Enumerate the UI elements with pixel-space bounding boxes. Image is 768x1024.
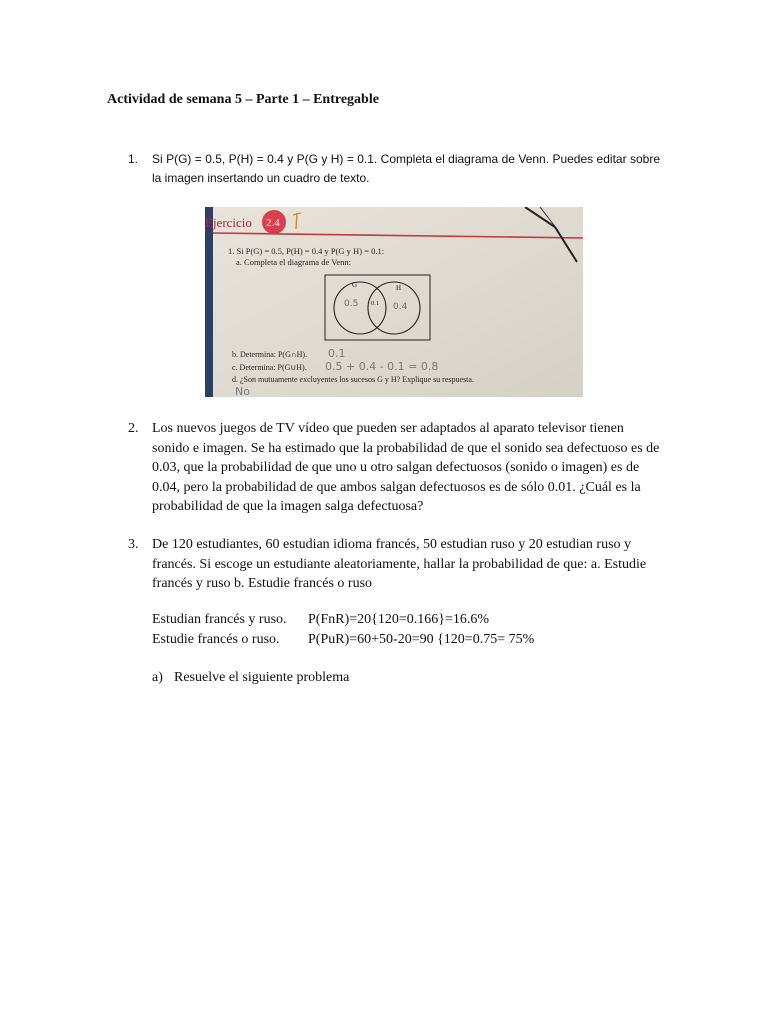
photo-answer-d: No xyxy=(235,385,250,397)
venn-value-intersection: 0.1 xyxy=(371,300,380,307)
calc-value: P(PuR)=60+50-20=90 {120=0.75= 75% xyxy=(308,632,535,647)
question-text: De 120 estudiantes, 60 estudian idioma francés, 50 estudian ruso y 20 estudian ruso y francés. Si escoge un estudiante aleatoriamente, hallar la probabilidad de que: a. Estudie francés y ruso b. Estudie francés o ruso xyxy=(152,537,647,591)
photo-badge: 2.4 xyxy=(266,217,280,229)
sub-marker: a) xyxy=(152,670,163,685)
venn-value-h: 0.4 xyxy=(393,302,408,312)
question-1 xyxy=(128,150,660,190)
question-text: Los nuevos juegos de TV vídeo que pueden ser adaptados al aparato televisor tienen sonido e imagen. Se ha estimado que la probabilidad de que el sonido sea defectuoso es de 0.03, que la probabilidad de que uno u otro salgan defectuosos (sonido o imagen) es de 0.04, pero la probabilidad de que ambos salgan defectuosos es de sólo 0.01. ¿Cuál es la probabilidad de que la imagen salga defectuosa? xyxy=(152,421,660,514)
calc-line-1 xyxy=(152,612,489,628)
question-number: 2. xyxy=(128,421,139,436)
sub-item-a xyxy=(152,670,349,686)
question-2 xyxy=(128,419,660,519)
calc-line-2 xyxy=(152,632,534,648)
photo-line-b: b. Determina: P(G∩H). xyxy=(232,350,308,359)
photo-heading: Ejercicio xyxy=(205,215,252,230)
question-text: Si P(G) = 0.5, P(H) = 0.4 y P(G y H) = 0.1. Completa el diagrama de Venn. Puedes editar sobre la imagen insertando un cuadro de texto. xyxy=(152,152,660,185)
calc-label: Estudie francés o ruso. xyxy=(152,632,280,647)
worksheet-photo xyxy=(205,207,583,397)
worksheet-photo-drawing xyxy=(205,207,583,397)
sub-text: Resuelve el siguiente problema xyxy=(174,670,350,685)
photo-line-c: c. Determina: P(G∪H). xyxy=(232,363,307,372)
question-number: 1. xyxy=(128,152,139,166)
photo-answer-b: 0.1 xyxy=(328,347,346,360)
photo-line-d: d. ¿Son mutuamente excluyentes los sucesos G y H? Explique su respuesta. xyxy=(232,375,474,384)
question-number: 3. xyxy=(128,537,139,552)
photo-answer-c: 0.5 + 0.4 - 0.1 = 0.8 xyxy=(325,360,439,373)
photo-line-2: a. Completa el diagrama de Venn: xyxy=(236,257,352,267)
calc-value: P(FnR)=20{120=0.166}=16.6% xyxy=(308,612,490,627)
photo-line-1: 1. Si P(G) = 0.5, P(H) = 0.4 y P(G y H) = 0.1: xyxy=(228,246,385,256)
venn-label-h: H xyxy=(396,284,402,292)
photo-left-edge xyxy=(205,207,213,397)
venn-label-g: G xyxy=(352,281,358,289)
question-3 xyxy=(128,535,660,595)
venn-value-g: 0.5 xyxy=(344,299,359,309)
document-title: Actividad de semana 5 – Parte 1 – Entregable xyxy=(107,92,379,107)
calc-label: Estudian francés y ruso. xyxy=(152,612,287,627)
